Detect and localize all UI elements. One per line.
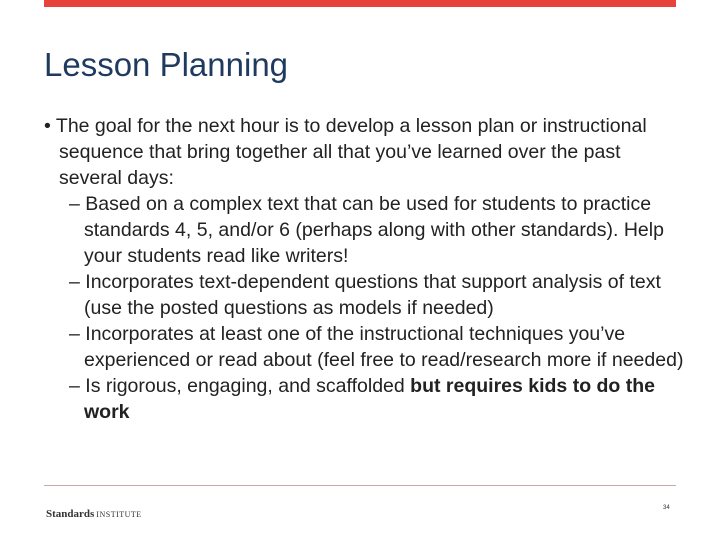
dash-marker: – [69, 271, 80, 293]
page-number: 34 [663, 505, 670, 511]
main-bullet [44, 113, 684, 191]
sub-point [57, 373, 684, 425]
sub-point-text: Based on a complex text that can be used for students to practice standards 4, 5, and/or 6 (perhaps along with other standards). Help your students read like writers! [84, 193, 664, 267]
dash-marker: – [69, 193, 80, 215]
logo-main-text: Standards [46, 508, 95, 520]
sub-point-text: Incorporates at least one of the instructional techniques you’ve experienced or read about (feel free to read/research more if needed) [84, 323, 684, 371]
sub-point [57, 191, 684, 269]
dash-marker: – [69, 323, 80, 345]
slide-body [44, 113, 684, 425]
main-bullet-text: The goal for the next hour is to develop a lesson plan or instructional sequence that bring together all that you’ve learned over the past several days: [55, 115, 647, 189]
footer-divider [44, 485, 676, 486]
sub-point-text: Incorporates text-dependent questions that support analysis of text (use the posted questions as models if needed) [84, 271, 661, 319]
sub-point [57, 321, 684, 373]
dash-marker: – [69, 375, 80, 397]
top-accent-bar [44, 0, 676, 7]
sub-point-text: Is rigorous, engaging, and scaffolded [85, 375, 411, 397]
sub-point-bold-text: but requires kids to do the work [84, 375, 656, 423]
sub-point [57, 269, 684, 321]
logo-sub-text: INSTITUTE [96, 510, 142, 519]
slide-title: Lesson Planning [44, 46, 289, 83]
bullet-marker: • [44, 115, 51, 137]
standards-institute-logo [46, 504, 142, 522]
